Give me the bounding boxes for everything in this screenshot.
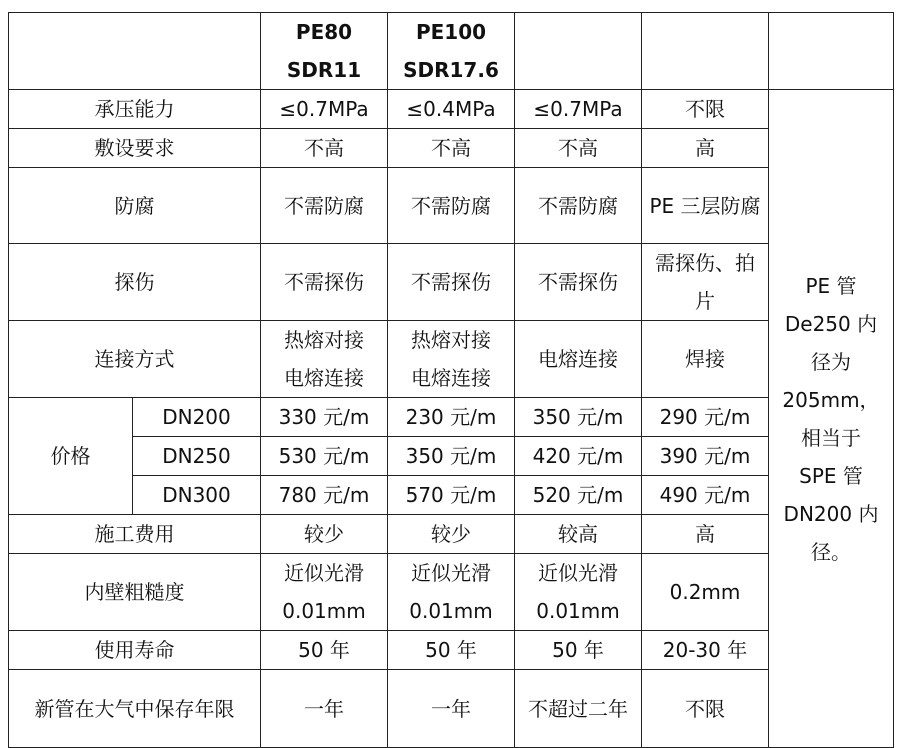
row-label: 防腐 (9, 168, 261, 244)
table-row (9, 398, 894, 437)
table-cell: 需探伤、拍片 (642, 244, 769, 321)
table-cell: 不需防腐 (261, 168, 388, 244)
table-cell: 高 (642, 129, 769, 168)
table-cell: 50 年 (261, 631, 388, 670)
table-cell: 50 年 (515, 631, 642, 670)
size-label: DN200 (133, 398, 261, 437)
table-row (9, 168, 894, 244)
table-cell: 热熔对接 电熔连接 (261, 321, 388, 398)
row-label: 价格 (9, 398, 133, 515)
row-label: 连接方式 (9, 321, 261, 398)
col-header-5 (769, 13, 894, 90)
corner-cell (9, 13, 261, 90)
table-cell: 330 元/m (261, 398, 388, 437)
table-cell: 高 (642, 515, 769, 554)
table-cell: 不高 (388, 129, 515, 168)
table-row (9, 476, 894, 515)
table-cell: 较少 (261, 515, 388, 554)
table-cell: 20-30 年 (642, 631, 769, 670)
table-cell: 近似光滑 0.01mm (261, 554, 388, 631)
table-cell: 不需防腐 (515, 168, 642, 244)
table-cell: 不需探伤 (515, 244, 642, 321)
table-cell: 不限 (642, 670, 769, 748)
table-cell: 电熔连接 (515, 321, 642, 398)
table-cell: 530 元/m (261, 437, 388, 476)
table-cell: 不高 (515, 129, 642, 168)
col-header-pe100: PE100 SDR17.6 (388, 13, 515, 90)
table-cell: 较高 (515, 515, 642, 554)
table-row (9, 129, 894, 168)
size-label: DN300 (133, 476, 261, 515)
table-cell: 近似光滑 0.01mm (515, 554, 642, 631)
table-cell: 不需探伤 (261, 244, 388, 321)
table-cell: 一年 (261, 670, 388, 748)
table-row (9, 670, 894, 748)
col-header-pe80: PE80 SDR11 (261, 13, 388, 90)
table-cell: 350 元/m (515, 398, 642, 437)
table-row (9, 437, 894, 476)
table-cell: 热熔对接 电熔连接 (388, 321, 515, 398)
table-cell: 230 元/m (388, 398, 515, 437)
row-label: 承压能力 (9, 90, 261, 129)
table-cell: 近似光滑 0.01mm (388, 554, 515, 631)
table-cell: 520 元/m (515, 476, 642, 515)
table-cell: 不需防腐 (388, 168, 515, 244)
table-cell: 不超过二年 (515, 670, 642, 748)
table-cell: 不需探伤 (388, 244, 515, 321)
table-cell: 50 年 (388, 631, 515, 670)
table-cell: 0.2mm (642, 554, 769, 631)
table-cell: ≤0.7MPa (515, 90, 642, 129)
table-row (9, 321, 894, 398)
table-cell: 较少 (388, 515, 515, 554)
table-row (9, 554, 894, 631)
table-cell: 780 元/m (261, 476, 388, 515)
table-cell: 焊接 (642, 321, 769, 398)
col-header-4 (642, 13, 769, 90)
row-label: 内壁粗糙度 (9, 554, 261, 631)
header-row (9, 13, 894, 90)
table-cell: 390 元/m (642, 437, 769, 476)
col-header-3 (515, 13, 642, 90)
row-label: 使用寿命 (9, 631, 261, 670)
table-cell: 不高 (261, 129, 388, 168)
table-cell: 一年 (388, 670, 515, 748)
table-cell: ≤0.4MPa (388, 90, 515, 129)
table-row (9, 90, 894, 129)
size-label: DN250 (133, 437, 261, 476)
note-cell: PE 管 De250 内 径为 205mm， 相当于 SPE 管 DN200 内 径。 (769, 90, 894, 748)
table-cell: PE 三层防腐 (642, 168, 769, 244)
row-label: 探伤 (9, 244, 261, 321)
table-cell: 不限 (642, 90, 769, 129)
table-cell: ≤0.7MPa (261, 90, 388, 129)
table-cell: 420 元/m (515, 437, 642, 476)
pipe-comparison-table (8, 12, 894, 748)
table-cell: 290 元/m (642, 398, 769, 437)
table-cell: 350 元/m (388, 437, 515, 476)
row-label: 敷设要求 (9, 129, 261, 168)
table-cell: 490 元/m (642, 476, 769, 515)
table-row (9, 631, 894, 670)
table-row (9, 515, 894, 554)
row-label: 新管在大气中保存年限 (9, 670, 261, 748)
row-label: 施工费用 (9, 515, 261, 554)
table-cell: 570 元/m (388, 476, 515, 515)
table-row (9, 244, 894, 321)
